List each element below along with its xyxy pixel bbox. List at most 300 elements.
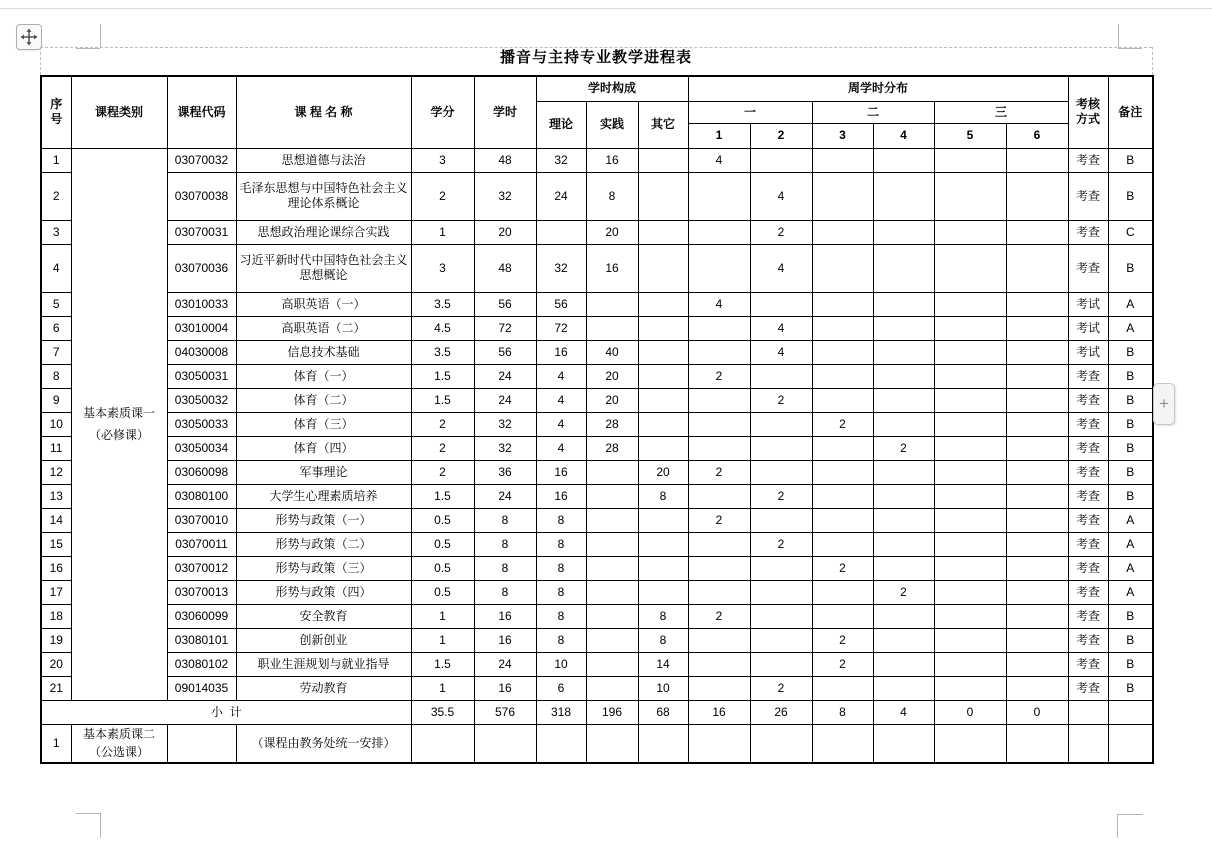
cell-name: 形势与政策（四） [236, 580, 411, 604]
cell-week-3 [812, 388, 873, 412]
cell-week-1-empty [688, 724, 750, 763]
cell-week-5 [934, 628, 1006, 652]
cell-week-5 [934, 652, 1006, 676]
course-row [41, 556, 1153, 580]
move-icon [20, 28, 38, 46]
cell-seq: 12 [41, 460, 71, 484]
cell-credits: 0.5 [411, 556, 474, 580]
cell-note: A [1108, 556, 1153, 580]
cell-week-1 [688, 628, 750, 652]
cell-note: B [1108, 148, 1153, 172]
category-line: 基本素质课一 [82, 406, 155, 420]
cell-assess: 考查 [1068, 580, 1108, 604]
cell-credits: 3.5 [411, 340, 474, 364]
cell-week-1: 4 [688, 292, 750, 316]
cell-name: 习近平新时代中国特色社会主义思想概论 [236, 244, 411, 292]
cell-theory: 6 [536, 676, 586, 700]
cell-week-2: 2 [750, 676, 812, 700]
cell-hours: 48 [474, 148, 536, 172]
cell-week-3 [812, 172, 873, 220]
course-row [41, 508, 1153, 532]
cell-practice [586, 676, 638, 700]
cell-practice [586, 484, 638, 508]
cell-week-3 [812, 220, 873, 244]
crop-mark-bottom-left-v [100, 813, 101, 838]
cell-other: 8 [638, 604, 688, 628]
cell-week-2 [750, 628, 812, 652]
cell-week-2 [750, 652, 812, 676]
cell-assess: 考查 [1068, 388, 1108, 412]
cell-other [638, 412, 688, 436]
crop-mark-top-left-v [100, 24, 101, 48]
subtotal-other: 68 [638, 700, 688, 724]
cell-week-2: 2 [750, 484, 812, 508]
cell-note: B [1108, 364, 1153, 388]
subtotal-hours: 576 [474, 700, 536, 724]
cell-week-5 [934, 604, 1006, 628]
cell-other [638, 364, 688, 388]
cell-week-3: 2 [812, 412, 873, 436]
cell-theory: 32 [536, 244, 586, 292]
cell-hours: 8 [474, 580, 536, 604]
subtotal-assess-empty [1068, 700, 1108, 724]
cell-seq: 21 [41, 676, 71, 700]
cell-week-5 [934, 556, 1006, 580]
cell-assess: 考查 [1068, 676, 1108, 700]
cell-week-4 [873, 484, 934, 508]
cell-note-empty [1108, 724, 1153, 763]
cell-week-2 [750, 580, 812, 604]
cell-week-3 [812, 316, 873, 340]
cell-hours: 24 [474, 652, 536, 676]
cell-assess: 考查 [1068, 604, 1108, 628]
cell-hours: 56 [474, 292, 536, 316]
cell-week-2 [750, 292, 812, 316]
cell-name: 安全教育 [236, 604, 411, 628]
crop-mark-bottom-right-v [1117, 814, 1118, 838]
cell-other: 10 [638, 676, 688, 700]
category-line: 基本素质课二 [82, 727, 155, 742]
cell-theory: 8 [536, 604, 586, 628]
cell-week-4 [873, 652, 934, 676]
cell-practice: 20 [586, 388, 638, 412]
cell-week-1 [688, 580, 750, 604]
cell-code: 03050034 [167, 436, 236, 460]
cell-assess: 考查 [1068, 220, 1108, 244]
cell-code [167, 724, 236, 763]
crop-mark-bottom-left-h [76, 813, 100, 814]
cell-name: 形势与政策（二） [236, 532, 411, 556]
cell-week-3 [812, 676, 873, 700]
cell-week-1 [688, 172, 750, 220]
text-boundary-right [1152, 47, 1153, 75]
header-hours-composition: 学时构成 [536, 76, 688, 101]
cell-note: A [1108, 580, 1153, 604]
cell-assess: 考查 [1068, 508, 1108, 532]
course-row [41, 412, 1153, 436]
header-course-name: 课 程 名 称 [236, 76, 411, 148]
cell-hours: 16 [474, 628, 536, 652]
cell-theory: 10 [536, 652, 586, 676]
cell-note: B [1108, 628, 1153, 652]
cell-name: 体育（三） [236, 412, 411, 436]
cell-week-5 [934, 244, 1006, 292]
cell-week-4 [873, 148, 934, 172]
cell-seq: 17 [41, 580, 71, 604]
cell-assess: 考查 [1068, 532, 1108, 556]
cell-other [638, 532, 688, 556]
header-weekly-distribution: 周学时分布 [688, 76, 1068, 101]
cell-week-3 [812, 244, 873, 292]
cell-week-3 [812, 364, 873, 388]
cell-practice [586, 508, 638, 532]
cell-seq: 5 [41, 292, 71, 316]
cell-code: 03070010 [167, 508, 236, 532]
cell-week-3 [812, 340, 873, 364]
cell-hours: 32 [474, 412, 536, 436]
cell-credits: 3 [411, 244, 474, 292]
cell-name: 大学生心理素质培养 [236, 484, 411, 508]
cell-week-3 [812, 436, 873, 460]
header-seq-line1: 序 [50, 97, 63, 112]
cell-code: 09014035 [167, 676, 236, 700]
cell-credits: 0.5 [411, 508, 474, 532]
cell-week-6 [1006, 364, 1068, 388]
cell-week-3 [812, 460, 873, 484]
header-row-1 [41, 76, 1153, 101]
cell-hours: 36 [474, 460, 536, 484]
cell-other [638, 580, 688, 604]
cell-week-2 [750, 508, 812, 532]
cell-hours-empty [474, 724, 536, 763]
cell-week-3: 2 [812, 652, 873, 676]
course-row [41, 532, 1153, 556]
cell-week-6 [1006, 676, 1068, 700]
cell-note: B [1108, 676, 1153, 700]
cell-week-2: 2 [750, 388, 812, 412]
subtotal-theory: 318 [536, 700, 586, 724]
cell-week-6 [1006, 604, 1068, 628]
cell-week-6 [1006, 508, 1068, 532]
cell-week-5 [934, 484, 1006, 508]
cell-week-3-empty [812, 724, 873, 763]
cell-week-1: 2 [688, 364, 750, 388]
cell-credits: 3.5 [411, 292, 474, 316]
cell-week-5 [934, 340, 1006, 364]
cell-assess: 考试 [1068, 292, 1108, 316]
cell-week-5 [934, 220, 1006, 244]
cell-hours: 16 [474, 604, 536, 628]
subtotal-credits: 35.5 [411, 700, 474, 724]
cell-seq: 4 [41, 244, 71, 292]
cell-week-6 [1006, 628, 1068, 652]
cell-theory: 8 [536, 580, 586, 604]
course-row [41, 604, 1153, 628]
cell-week-2-empty [750, 724, 812, 763]
cell-week-2 [750, 364, 812, 388]
cell-note: A [1108, 532, 1153, 556]
cell-note: B [1108, 652, 1153, 676]
cell-code: 03010033 [167, 292, 236, 316]
cell-week-6 [1006, 244, 1068, 292]
cell-practice: 20 [586, 220, 638, 244]
cell-note: B [1108, 460, 1153, 484]
cell-credits: 1.5 [411, 652, 474, 676]
cell-code: 03070036 [167, 244, 236, 292]
cell-week-3 [812, 292, 873, 316]
cell-week-4 [873, 628, 934, 652]
cell-other [638, 148, 688, 172]
cell-theory: 4 [536, 412, 586, 436]
cell-credits: 1 [411, 676, 474, 700]
subtotal-note-empty [1108, 700, 1153, 724]
course-table-body [41, 148, 1153, 763]
cell-week-6 [1006, 292, 1068, 316]
cell-name: 军事理论 [236, 460, 411, 484]
cell-week-4 [873, 676, 934, 700]
cell-week-2: 2 [750, 220, 812, 244]
cell-week-2 [750, 412, 812, 436]
cell-code: 03070011 [167, 532, 236, 556]
course-row [41, 364, 1153, 388]
cell-note: B [1108, 340, 1153, 364]
table-move-handle[interactable] [16, 24, 42, 50]
cell-week-3 [812, 604, 873, 628]
cell-note: B [1108, 436, 1153, 460]
cell-week-5 [934, 508, 1006, 532]
header-assess-line2: 方式 [1076, 112, 1101, 127]
cell-credits: 3 [411, 148, 474, 172]
cell-seq: 15 [41, 532, 71, 556]
cell-code: 03010004 [167, 316, 236, 340]
cell-week-4: 2 [873, 580, 934, 604]
course-row [41, 580, 1153, 604]
cell-note: B [1108, 412, 1153, 436]
header-note: 备注 [1108, 76, 1153, 148]
cell-note: B [1108, 244, 1153, 292]
cell-week-5 [934, 148, 1006, 172]
cell-week-1 [688, 340, 750, 364]
cell-credits-empty [411, 724, 474, 763]
cell-week-6 [1006, 532, 1068, 556]
cell-credits: 0.5 [411, 580, 474, 604]
cell-week-4 [873, 604, 934, 628]
cell-week-4 [873, 532, 934, 556]
page-top-edge [0, 8, 1212, 9]
cell-code: 03080100 [167, 484, 236, 508]
cell-week-6 [1006, 316, 1068, 340]
course-schedule-table [40, 75, 1154, 764]
header-hours: 学时 [474, 76, 536, 148]
cell-theory: 4 [536, 388, 586, 412]
cell-name: 劳动教育 [236, 676, 411, 700]
cell-assess: 考查 [1068, 412, 1108, 436]
cell-name: 思想道德与法治 [236, 148, 411, 172]
cell-assess: 考查 [1068, 172, 1108, 220]
cell-code: 03060099 [167, 604, 236, 628]
cell-theory: 32 [536, 148, 586, 172]
cell-other [638, 436, 688, 460]
cell-note: B [1108, 172, 1153, 220]
cell-week-6 [1006, 148, 1068, 172]
cell-week-2 [750, 436, 812, 460]
cell-week-4: 2 [873, 436, 934, 460]
cell-other-empty [638, 724, 688, 763]
cell-name: 形势与政策（三） [236, 556, 411, 580]
cell-week-4 [873, 172, 934, 220]
cell-seq: 19 [41, 628, 71, 652]
cell-category-group1 [71, 148, 167, 700]
course-row [41, 436, 1153, 460]
cell-week-4-empty [873, 724, 934, 763]
header-seq [41, 76, 71, 148]
cell-week-6 [1006, 436, 1068, 460]
cell-week-5 [934, 388, 1006, 412]
cell-practice: 16 [586, 148, 638, 172]
header-theory: 理论 [536, 101, 586, 148]
cell-week-6 [1006, 484, 1068, 508]
subtotal-week-6: 0 [1006, 700, 1068, 724]
header-category: 课程类别 [71, 76, 167, 148]
cell-week-5 [934, 580, 1006, 604]
cell-week-4 [873, 460, 934, 484]
cell-hours: 48 [474, 244, 536, 292]
cell-week-2 [750, 460, 812, 484]
header-week-4: 4 [873, 123, 934, 148]
cell-week-6 [1006, 340, 1068, 364]
subtotal-practice: 196 [586, 700, 638, 724]
cell-name: 体育（一） [236, 364, 411, 388]
cell-name: 职业生涯规划与就业指导 [236, 652, 411, 676]
cell-seq: 16 [41, 556, 71, 580]
cell-practice [586, 652, 638, 676]
cell-week-1 [688, 484, 750, 508]
cell-other [638, 316, 688, 340]
cell-theory: 8 [536, 556, 586, 580]
cell-credits: 1 [411, 220, 474, 244]
cell-theory: 72 [536, 316, 586, 340]
cell-week-6 [1006, 220, 1068, 244]
cell-week-4 [873, 220, 934, 244]
cell-week-5 [934, 436, 1006, 460]
add-row-button[interactable]: + [1153, 383, 1175, 425]
cell-name: （课程由教务处统一安排） [236, 724, 411, 763]
cell-seq: 6 [41, 316, 71, 340]
cell-week-4 [873, 556, 934, 580]
cell-credits: 1 [411, 628, 474, 652]
course-row [41, 316, 1153, 340]
cell-week-1 [688, 412, 750, 436]
cell-week-2: 4 [750, 340, 812, 364]
cell-week-2: 4 [750, 316, 812, 340]
header-week-5: 5 [934, 123, 1006, 148]
header-week-1: 1 [688, 123, 750, 148]
cell-seq: 9 [41, 388, 71, 412]
cell-practice: 28 [586, 436, 638, 460]
cell-assess: 考试 [1068, 316, 1108, 340]
header-semester-2: 二 [812, 101, 934, 123]
cell-week-5-empty [934, 724, 1006, 763]
cell-code: 03080102 [167, 652, 236, 676]
cell-assess: 考查 [1068, 484, 1108, 508]
cell-code: 04030008 [167, 340, 236, 364]
cell-credits: 1 [411, 604, 474, 628]
cell-week-1: 4 [688, 148, 750, 172]
cell-code: 03070012 [167, 556, 236, 580]
cell-credits: 4.5 [411, 316, 474, 340]
cell-theory: 16 [536, 340, 586, 364]
cell-hours: 20 [474, 220, 536, 244]
cell-practice [586, 532, 638, 556]
cell-other [638, 340, 688, 364]
subtotal-week-5: 0 [934, 700, 1006, 724]
course-row [41, 484, 1153, 508]
cell-week-3: 2 [812, 556, 873, 580]
cell-week-1: 2 [688, 508, 750, 532]
subtotal-week-4: 4 [873, 700, 934, 724]
category-line: （公选课） [88, 745, 149, 760]
cell-theory: 4 [536, 364, 586, 388]
cell-hours: 24 [474, 364, 536, 388]
cell-assess: 考查 [1068, 460, 1108, 484]
cell-seq: 13 [41, 484, 71, 508]
cell-week-6 [1006, 172, 1068, 220]
cell-week-6 [1006, 460, 1068, 484]
header-assess-line1: 考核 [1076, 97, 1101, 112]
course-row [41, 388, 1153, 412]
cell-week-4 [873, 316, 934, 340]
cell-week-5 [934, 292, 1006, 316]
cell-practice: 20 [586, 364, 638, 388]
cell-other: 20 [638, 460, 688, 484]
cell-seq: 7 [41, 340, 71, 364]
cell-week-3 [812, 148, 873, 172]
cell-practice [586, 580, 638, 604]
cell-week-1 [688, 532, 750, 556]
cell-name: 体育（二） [236, 388, 411, 412]
cell-seq: 2 [41, 172, 71, 220]
cell-theory: 8 [536, 532, 586, 556]
cell-week-5 [934, 364, 1006, 388]
cell-week-1 [688, 676, 750, 700]
cell-code: 03070031 [167, 220, 236, 244]
cell-hours: 8 [474, 556, 536, 580]
cell-seq: 14 [41, 508, 71, 532]
course-row [41, 460, 1153, 484]
header-semester-3: 三 [934, 101, 1068, 123]
cell-practice [586, 556, 638, 580]
cell-other [638, 220, 688, 244]
crop-mark-bottom-right-h [1117, 814, 1143, 815]
cell-week-4 [873, 340, 934, 364]
cell-other [638, 556, 688, 580]
cell-name: 创新创业 [236, 628, 411, 652]
course-row [41, 220, 1153, 244]
cell-note: A [1108, 508, 1153, 532]
header-practice: 实践 [586, 101, 638, 148]
cell-hours: 8 [474, 532, 536, 556]
header-other: 其它 [638, 101, 688, 148]
cell-name: 高职英语（一） [236, 292, 411, 316]
cell-assess: 考查 [1068, 652, 1108, 676]
course-row [41, 628, 1153, 652]
cell-code: 03050031 [167, 364, 236, 388]
cell-week-3: 2 [812, 628, 873, 652]
cell-practice-empty [586, 724, 638, 763]
cell-code: 03070013 [167, 580, 236, 604]
cell-note: B [1108, 388, 1153, 412]
cell-name: 高职英语（二） [236, 316, 411, 340]
